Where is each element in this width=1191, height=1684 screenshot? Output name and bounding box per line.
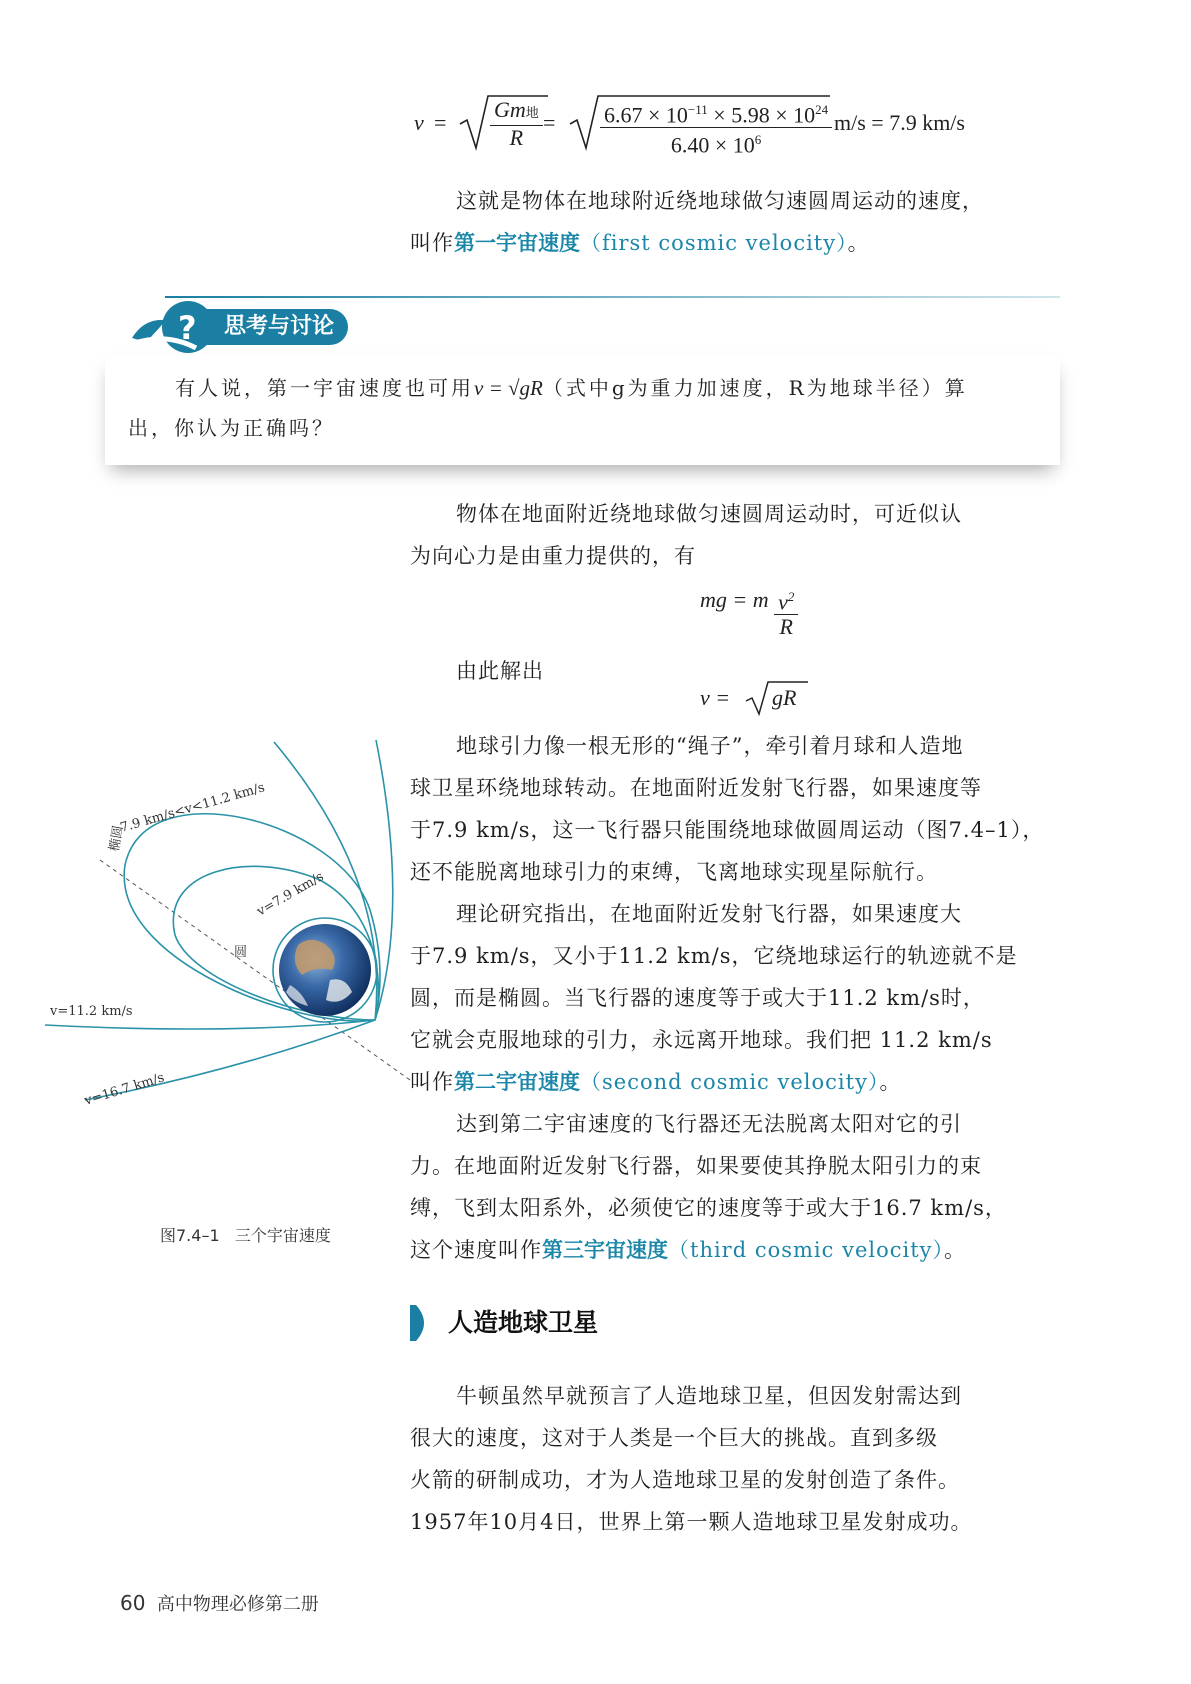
para4-line3: 圆，而是椭圆。当飞行器的速度等于或大于11.2 km/s时， (410, 986, 985, 1010)
svg-text:?: ? (178, 309, 197, 347)
para5-line3: 缚，飞到太阳系外，必须使它的速度等于或大于16.7 km/s， (410, 1196, 1007, 1220)
para1-line1: 这就是物体在地球附近绕地球做匀速圆周运动的速度， (456, 189, 984, 213)
fraction-numeric: $\frac{6.67 \times 10^{-11} \times 5.98 \times 10^{24}}{6.40 \times 10^6}$ (600, 98, 832, 158)
formula-result: m/s = 7.9 km/s (834, 110, 965, 135)
section-marker-icon (410, 1305, 432, 1341)
para1-line2: 叫作第一宇宙速度（first cosmic velocity）。 (410, 231, 870, 255)
figure-cosmic-velocities (40, 730, 420, 1200)
para5-line1: 达到第二宇宙速度的飞行器还无法脱离太阳对它的引 (456, 1112, 962, 1136)
label-ellipse-speed: 7.9 km/s<v<11.2 km/s (118, 780, 267, 836)
question-icon (126, 298, 226, 356)
term-second-cosmic: 第二宇宙速度 (454, 1070, 580, 1094)
para4-line2: 于7.9 km/s，又小于11.2 km/s，它绕地球运行的轨迹就不是 (410, 944, 1018, 968)
fraction-gm-r: Gm地 R (490, 98, 543, 150)
para3-line1: 地球引力像一根无形的“绳子”，牵引着月球和人造地 (456, 734, 964, 758)
label-hyperbola: v=16.7 km/s (82, 1070, 167, 1109)
para4-line1: 理论研究指出，在地面附近发射飞行器，如果速度大 (456, 902, 962, 926)
equation-mg: mg = m $\frac{v^2}{R}$ (700, 585, 798, 639)
formula-v: v (414, 110, 424, 135)
para4-line4: 它就会克服地球的引力，永远离开地球。我们把 11.2 km/s (410, 1028, 993, 1052)
para5-line4: 这个速度叫作第三宇宙速度（third cosmic velocity）。 (410, 1238, 967, 1262)
solve-label: 由此解出 (456, 659, 544, 683)
think-title: 思考与讨论 (180, 309, 348, 345)
formula-eq2: = (543, 110, 556, 135)
para6-line3: 火箭的研制成功，才为人造地球卫星的发射创造了条件。 (410, 1468, 960, 1492)
formula-eq: = (434, 110, 447, 135)
term-third-cosmic: 第三宇宙速度 (542, 1238, 668, 1262)
term-first-cosmic: 第一宇宙速度 (454, 231, 580, 255)
para2-line1: 物体在地面附近绕地球做匀速圆周运动时，可近似认 (456, 502, 962, 526)
para3-line2: 球卫星环绕地球转动。在地面附近发射飞行器，如果速度等 (410, 776, 982, 800)
section-title: 人造地球卫星 (448, 1308, 599, 1337)
label-circle: 圆 (234, 945, 248, 960)
para5-line2: 力。在地面附近发射飞行器，如果要使其挣脱太阳引力的束 (410, 1154, 982, 1178)
page-footer (120, 1590, 319, 1616)
figure-caption: 图7.4–1 三个宇宙速度 (160, 1226, 331, 1245)
para3-line4: 还不能脱离地球引力的束缚，飞离地球实现星际航行。 (410, 860, 938, 884)
think-line2: 出，你认为正确吗？ (128, 416, 335, 440)
para3-line3: 于7.9 km/s，这一飞行器只能围绕地球做圆周运动（图7.4–1）， (410, 818, 1045, 842)
label-ellipse: 椭圆 (107, 824, 127, 853)
para2-line2: 为向心力是由重力提供的，有 (410, 544, 696, 568)
page-number: 60 (120, 1591, 146, 1615)
para6-line2: 很大的速度，这对于人类是一个巨大的挑战。直到多级 (410, 1426, 938, 1450)
book-title: 高中物理必修第二册 (156, 1594, 319, 1615)
para6-line4: 1957年10月4日，世界上第一颗人造地球卫星发射成功。 (410, 1510, 973, 1534)
label-parabola: v=11.2 km/s (50, 1004, 133, 1019)
para4-line5: 叫作第二宇宙速度（second cosmic velocity）。 (410, 1070, 902, 1094)
para6-line1: 牛顿虽然早就预言了人造地球卫星，但因发射需达到 (456, 1384, 962, 1408)
equation-v: v = gR (700, 675, 820, 719)
think-line1: 有人说，第一宇宙速度也可用v = √gR（式中g为重力加速度，R为地球半径）算 (175, 376, 968, 400)
think-divider (165, 296, 1060, 298)
earth-icon (279, 924, 371, 1016)
label-circle-speed: v=7.9 km/s (254, 869, 327, 920)
formula-first-cosmic (410, 88, 1010, 158)
